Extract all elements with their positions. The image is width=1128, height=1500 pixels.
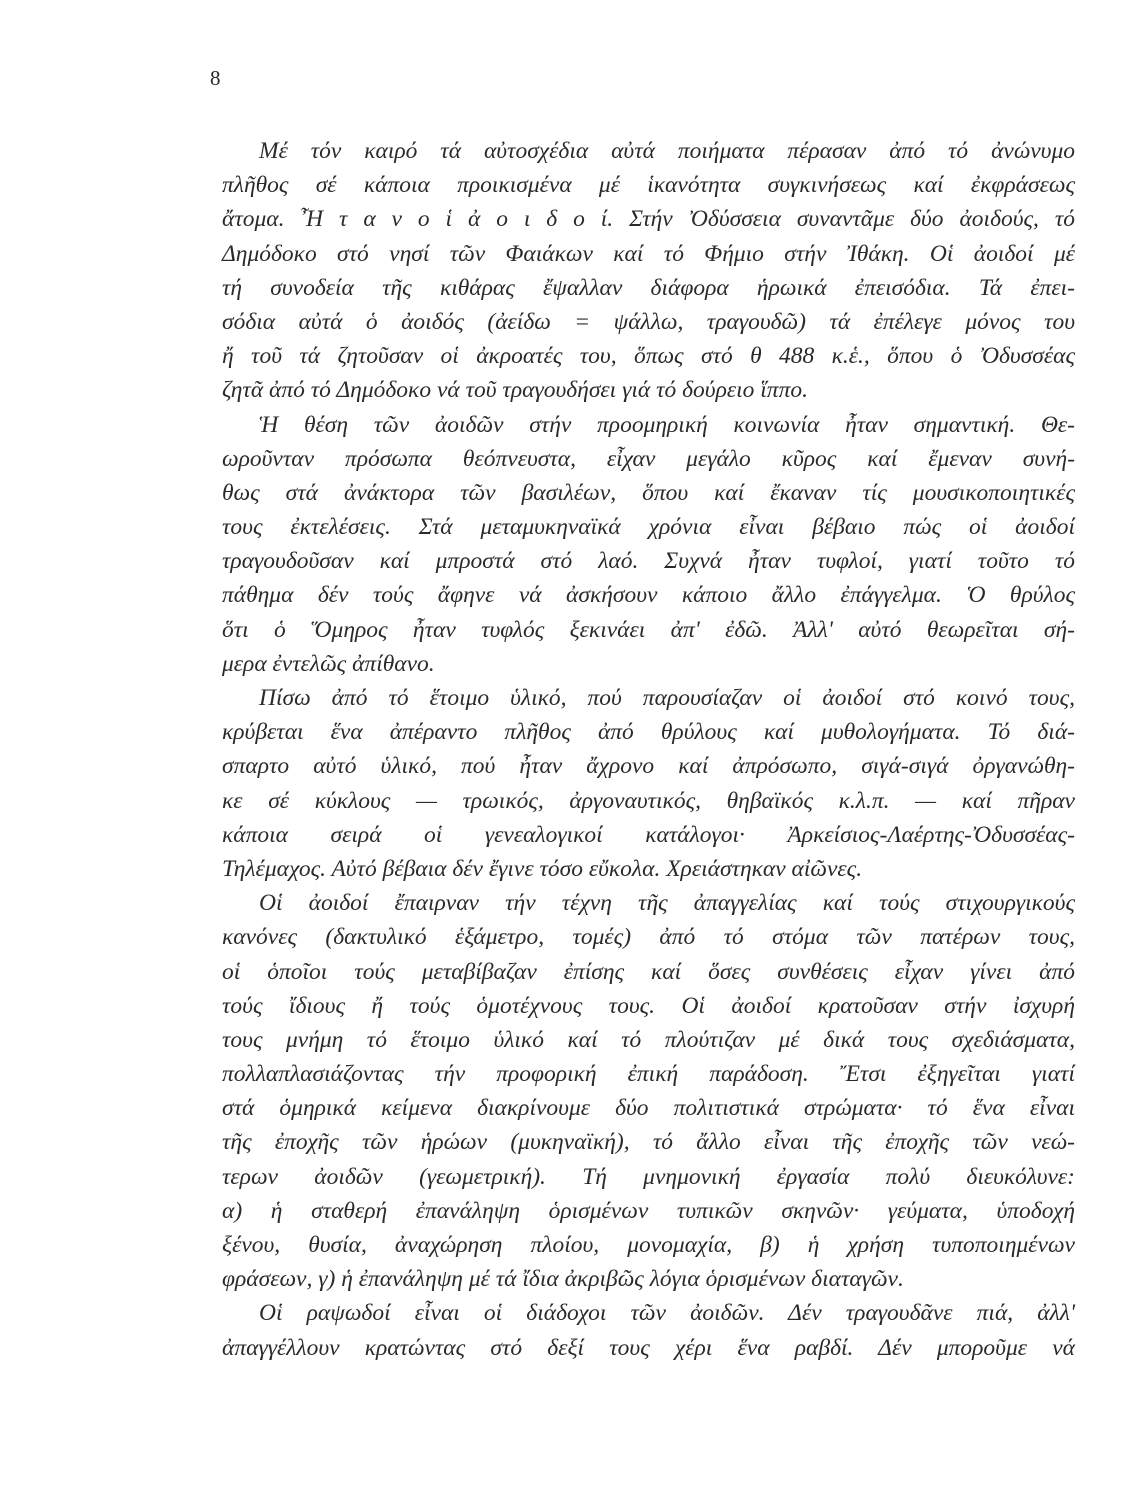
text-line: πάθημα δέν τούς ἄφηνε νά ἀσκήσουν κάποιο ἄλλο ἐπάγγελμα. Ὁ θρύλος — [222, 582, 1075, 609]
paragraph — [222, 681, 1075, 886]
text-line: τραγουδοῦσαν καί μπροστά στό λαό. Συχνά ἦταν τυφλοί, γιατί τοῦτο τό — [222, 548, 1075, 575]
text-line: τούς ἴδιους ἤ τούς ὁμοτέχνους τους. Οἱ ἀοιδοί κρατοῦσαν στήν ἰσχυρή — [222, 992, 1075, 1019]
text-line: πλῆθος σέ κάποια προικισμένα μέ ἱκανότητα συγκινήσεως καί ἐκφράσεως — [222, 172, 1075, 199]
text-line: μερα ἐντελῶς ἀπίθανο. — [222, 650, 435, 677]
text-line: θως στά ἀνάκτορα τῶν βασιλέων, ὅπου καί ἔκαναν τίς μουσικοποιητικές — [222, 479, 1075, 506]
body-text — [222, 134, 1075, 1365]
text-line: σόδια αὐτά ὁ ἀοιδός (ἀείδω = ψάλλω, τραγουδῶ) τά ἐπέλεγε μόνος του — [222, 308, 1075, 335]
text-line: Τηλέμαχος. Αὐτό βέβαια δέν ἔγινε τόσο εὔκολα. Χρειάστηκαν αἰῶνες. — [222, 855, 863, 882]
text-line: Πίσω ἀπό τό ἕτοιμο ὑλικό, πού παρουσίαζαν οἱ ἀοιδοί στό κοινό τους, — [259, 685, 1075, 711]
text-line: τή συνοδεία τῆς κιθάρας ἔψαλλαν διάφορα ἡρωικά ἐπεισόδια. Τά ἐπει- — [222, 274, 1075, 301]
text-line: Μέ τόν καιρό τά αὐτοσχέδια αὐτά ποιήματα πέρασαν ἀπό τό ἀνώνυμο — [259, 138, 1075, 164]
paragraph — [222, 134, 1075, 408]
text-line: ἀπαγγέλλουν κρατώντας στό δεξί τους χέρι ἕνα ραβδί. Δέν μποροῦμε νά — [222, 1334, 1075, 1361]
text-line: τους μνήμη τό ἕτοιμο ὑλικό καί τό πλούτιζαν μέ δικά τους σχεδιάσματα, — [222, 1026, 1075, 1053]
paragraph — [222, 886, 1075, 1296]
text-line: τους ἐκτελέσεις. Στά μεταμυκηναϊκά χρόνια εἶναι βέβαιο πώς οἱ ἀοιδοί — [222, 514, 1075, 541]
text-line: τῆς ἐποχῆς τῶν ἡρώων (μυκηναϊκή), τό ἄλλο εἶναι τῆς ἐποχῆς τῶν νεώ- — [222, 1129, 1075, 1156]
text-line: κάποια σειρά οἱ γενεαλογικοί κατάλογοι· Ἀρκείσιος-Λαέρτης-Ὀδυσσέας- — [222, 821, 1075, 848]
text-line: Οἱ ἀοιδοί ἔπαιρναν τήν τέχνη τῆς ἀπαγγελίας καί τούς στιχουργικούς — [259, 890, 1075, 917]
text-line: Δημόδοκο στό νησί τῶν Φαιάκων καί τό Φήμιο στήν Ἰθάκη. Οἱ ἀοιδοί μέ — [222, 240, 1075, 267]
text-line: κρύβεται ἕνα ἀπέραντο πλῆθος ἀπό θρύλους καί μυθολογήματα. Τό διά- — [222, 719, 1075, 746]
text-line: ὅτι ὁ Ὅμηρος ἦταν τυφλός ξεκινάει ἀπ' ἐδῶ. Ἀλλ' αὐτό θεωρεῖται σή- — [222, 616, 1075, 643]
text-line: πολλαπλασιάζοντας τήν προφορική ἐπική παράδοση. Ἔτσι ἐξηγεῖται γιατί — [222, 1061, 1075, 1088]
text-line: φράσεων, γ) ἡ ἐπανάληψη μέ τά ἴδια ἀκριβῶς λόγια ὁρισμένων διαταγῶν. — [222, 1266, 904, 1293]
text-line: στά ὁμηρικά κείμενα διακρίνουμε δύο πολιτιστικά στρώματα· τό ἕνα εἶναι — [222, 1095, 1075, 1122]
text-line: ἤ τοῦ τά ζητοῦσαν οἱ ἀκροατές του, ὅπως στό θ 488 κ.ἑ., ὅπου ὁ Ὀδυσσέας — [222, 343, 1075, 370]
text-line: σπαρτο αὐτό ὑλικό, πού ἦταν ἄχρονο καί ἀπρόσωπο, σιγά-σιγά ὀργανώθη- — [222, 753, 1075, 780]
paragraph — [222, 408, 1075, 682]
text-line: κανόνες (δακτυλικό ἑξάμετρο, τομές) ἀπό τό στόμα τῶν πατέρων τους, — [222, 924, 1075, 951]
page-number: 8 — [210, 66, 221, 90]
text-line: α) ἡ σταθερή ἐπανάληψη ὁρισμένων τυπικῶν σκηνῶν· γεύματα, ὑποδοχή — [222, 1197, 1075, 1224]
text-line: τερων ἀοιδῶν (γεωμετρική). Τή μνημονική ἐργασία πολύ διευκόλυνε: — [222, 1163, 1075, 1190]
text-line: Ἡ θέση τῶν ἀοιδῶν στήν προομηρική κοινωνία ἦταν σημαντική. Θε- — [259, 411, 1075, 438]
text-line: ἄτομα. Ἦ τ α ν ο ἱ ἀ ο ι δ ο ί. Στήν Ὀδύσσεια συναντᾶμε δύο ἀοιδούς, τό — [222, 206, 1075, 233]
text-line: οἱ ὁποῖοι τούς μεταβίβαζαν ἐπίσης καί ὅσες συνθέσεις εἶχαν γίνει ἀπό — [222, 958, 1075, 985]
text-line: Οἱ ραψωδοί εἶναι οἱ διάδοχοι τῶν ἀοιδῶν. Δέν τραγουδᾶνε πιά, ἀλλ' — [259, 1300, 1075, 1327]
text-line: κε σέ κύκλους — τρωικός, ἀργοναυτικός, θηβαϊκός κ.λ.π. — καί πῆραν — [222, 787, 1075, 814]
paragraph — [222, 1296, 1075, 1364]
text-line: ξένου, θυσία, ἀναχώρηση πλοίου, μονομαχία, β) ἡ χρήση τυποποιημένων — [222, 1232, 1075, 1258]
text-line: ζητᾶ ἀπό τό Δημόδοκο νά τοῦ τραγουδήσει γιά τό δούρειο ἵππο. — [222, 377, 808, 404]
text-line: ωροῦνταν πρόσωπα θεόπνευστα, εἶχαν μεγάλο κῦρος καί ἔμεναν συνή- — [222, 445, 1075, 472]
